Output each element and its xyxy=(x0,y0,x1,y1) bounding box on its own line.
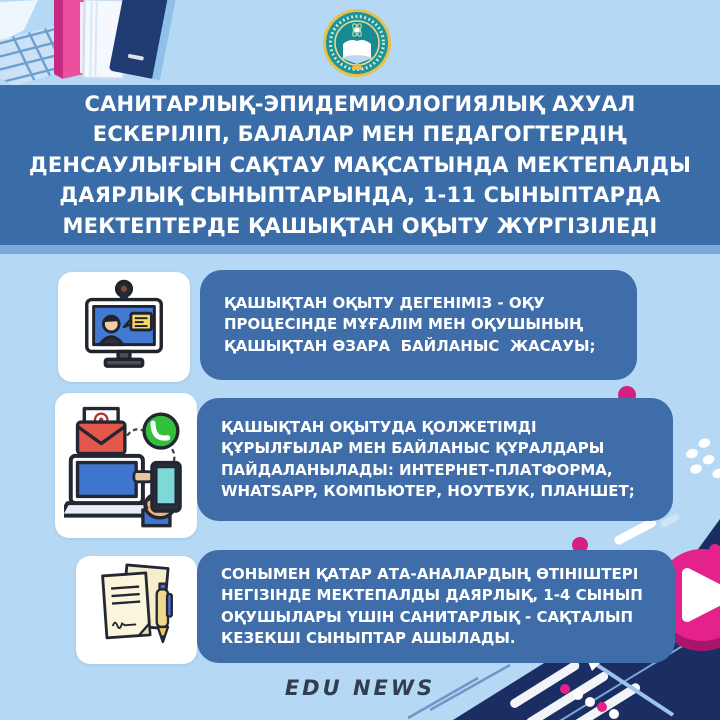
icon-card xyxy=(58,272,190,382)
headline-banner xyxy=(0,85,720,245)
card-text-line: ҚАШЫҚТАН ОҚЫТУДА ҚОЛЖЕТІМДІ xyxy=(221,417,537,436)
books-laptop-illustration xyxy=(0,0,210,88)
headline-line: ЕСКЕРІЛІП, БАЛАЛАР МЕН ПЕДАГОГТЕРДІҢ xyxy=(92,122,628,147)
card-text-line: WHATSAPP, КОМПЬЮТЕР, НОУТБУК, ПЛАНШЕТ; xyxy=(221,482,635,500)
icon-card xyxy=(55,393,197,538)
card-text-line: ПРОЦЕСІНДЕ МҰҒАЛІМ МЕН ОҚУШЫНЫҢ xyxy=(224,315,584,334)
card-text-line: СОНЫМЕН ҚАТАР АТА-АНАЛАРДЫҢ ӨТІНІШТЕРІ xyxy=(221,564,639,583)
headline-line: САНИТАРЛЫҚ-ЭПИДЕМИОЛОГИЯЛЫҚ АХУАЛ xyxy=(84,91,636,116)
white-dots-decoration xyxy=(685,438,720,493)
video-call-monitor-icon xyxy=(70,278,178,376)
card-text-line: ҚҰРЫЛҒЫЛАР МЕН БАЙЛАНЫС ҚҰРАЛДАРЫ xyxy=(221,439,605,457)
headline-line: МЕКТЕПТЕРДЕ ҚАШЫҚТАН ОҚЫТУ ЖҮРГІЗІЛЕДІ xyxy=(62,213,658,238)
devices-communication-icon xyxy=(64,403,188,529)
banner-underline xyxy=(0,245,720,254)
headline-line: ДАЯРЛЫҚ СЫНЫПТАРЫНДА, 1-11 СЫНЫПТАРДА xyxy=(59,183,661,208)
card-text-line: ПАЙДАЛАНЫЛАДЫ: ИНТЕРНЕТ-ПЛАТФОРМА, xyxy=(221,460,613,479)
headline-line: ДЕНСАУЛЫҒЫН САҚТАУ МАҚСАТЫНДА МЕКТЕПАЛДЫ xyxy=(28,152,692,177)
documents-and-pen-icon xyxy=(87,563,187,657)
card-text-line: ОҚУШЫЛАРЫ ҮШІН САНИТАРЛЫҚ - САҚТАЛЫП xyxy=(221,607,634,626)
education-ministry-emblem-icon xyxy=(322,7,392,79)
info-card-available-devices xyxy=(197,398,673,521)
edu-news-brand: EDU NEWS xyxy=(284,676,436,700)
card-text-line: ҚАШЫҚТАН ӨЗАРА БАЙЛАНЫС ЖАСАУЫ; xyxy=(224,336,596,355)
info-card-distance-learning-definition xyxy=(200,270,637,380)
card-text-line: КЕЗЕКШІ СЫНЫПТАР АШЫЛАДЫ. xyxy=(221,629,516,647)
info-card-duty-classes xyxy=(197,550,675,663)
card-text-line: ҚАШЫҚТАН ОҚЫТУ ДЕГЕНІМІЗ - ОҚУ xyxy=(224,293,545,312)
icon-card xyxy=(76,556,197,664)
card-text-line: НЕГІЗІНДЕ МЕКТЕПАЛДЫ ДАЯРЛЫҚ, 1-4 СЫНЫП xyxy=(221,586,643,604)
